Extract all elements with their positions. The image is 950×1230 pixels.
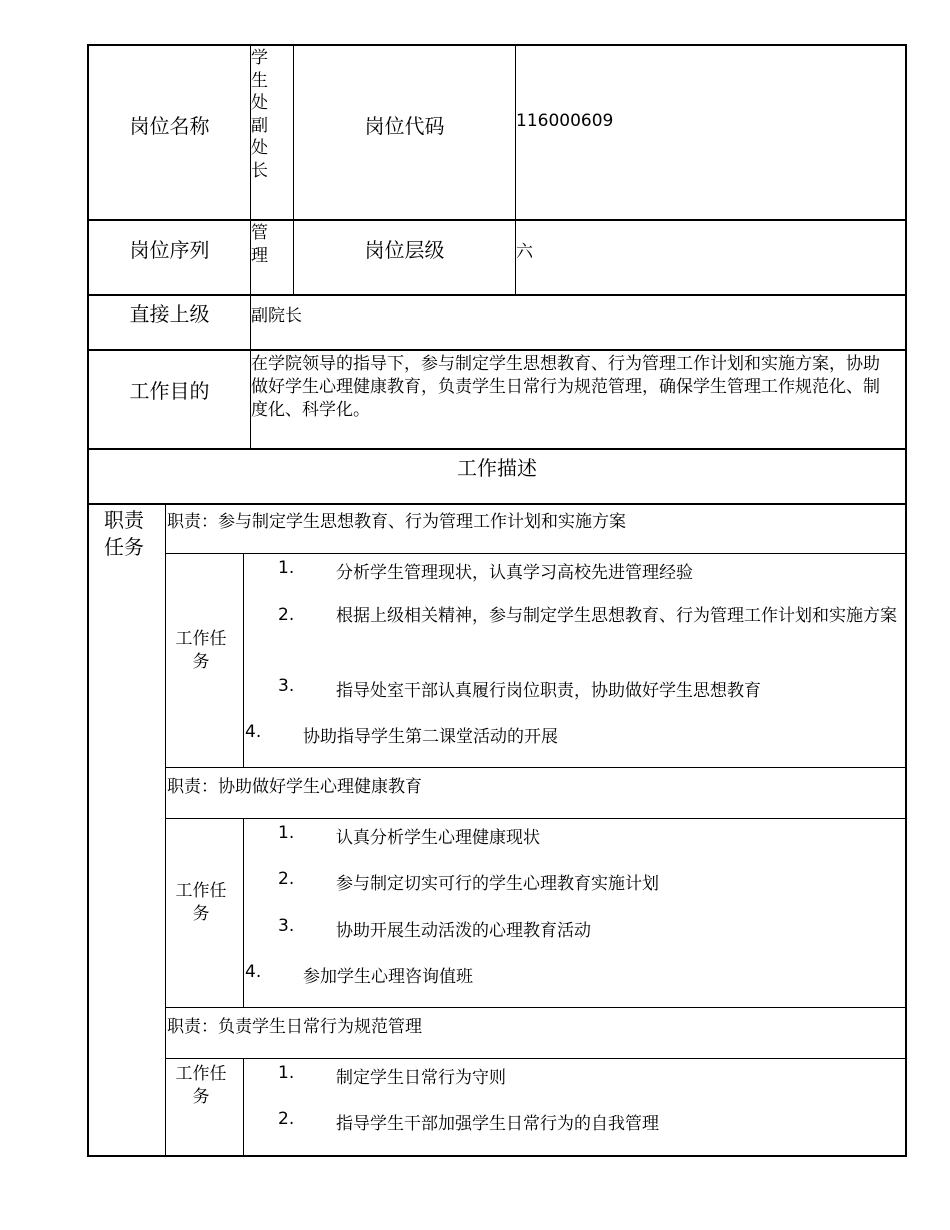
row-divider [166, 553, 906, 554]
position-code-label: 岗位代码 [364, 113, 445, 138]
task-column-label: 工作任务 [175, 1064, 227, 1107]
row-divider [166, 1058, 906, 1059]
task-text: 协助指导学生第二课堂活动的开展 [303, 727, 558, 747]
task-number: 3. [278, 916, 295, 936]
task-column-label: 工作任务 [175, 881, 227, 924]
purpose-value: 在学院领导的指导下，参与制定学生思想教育、行为管理工作计划和实施方案，协助做好学生心理健康教育，负责学生日常行为规范管理，确保学生管理工作规范化、制度化、科学化。 [251, 354, 880, 420]
superior-value: 副院长 [251, 306, 302, 326]
description-title: 工作描述 [457, 455, 537, 480]
sequence-value: 管 理 [251, 223, 268, 266]
purpose-label: 工作目的 [129, 378, 210, 403]
task-text: 参与制定切实可行的学生心理教育实施计划 [336, 874, 659, 894]
duty-title: 职责：协助做好学生心理健康教育 [167, 777, 422, 797]
row-divider [166, 818, 906, 819]
duty-column-label: 职责任务 [104, 508, 144, 559]
task-text: 分析学生管理现状，认真学习高校先进管理经验 [336, 563, 693, 583]
level-value: 六 [516, 242, 533, 262]
row-divider [166, 1007, 906, 1008]
duty-title: 职责：负责学生日常行为规范管理 [167, 1017, 422, 1037]
col-divider [243, 1058, 244, 1156]
task-number: 4. [245, 722, 262, 742]
row-divider [88, 503, 906, 505]
duty-title: 职责：参与制定学生思想教育、行为管理工作计划和实施方案 [167, 512, 626, 532]
task-text: 制定学生日常行为守则 [336, 1068, 506, 1088]
task-number: 2. [278, 869, 295, 889]
task-number: 2. [278, 605, 295, 625]
form-border [87, 44, 907, 1157]
task-number: 4. [245, 962, 262, 982]
row-divider [166, 767, 906, 768]
level-label: 岗位层级 [364, 238, 445, 262]
task-column-label: 工作任务 [175, 629, 227, 672]
task-text: 协助开展生动活泼的心理教育活动 [336, 921, 591, 941]
task-number: 3. [278, 676, 295, 696]
position-code-value: 116000609 [516, 111, 614, 131]
task-number: 1. [278, 558, 295, 578]
position-name-label: 岗位名称 [129, 113, 210, 138]
superior-label: 直接上级 [129, 301, 210, 326]
position-name-value: 学 生 处 副 处 长 [251, 48, 268, 181]
task-text: 参加学生心理咨询值班 [303, 967, 473, 987]
col-divider [243, 818, 244, 1008]
task-text: 根据上级相关精神，参与制定学生思想教育、行为管理工作计划和实施方案 [336, 606, 897, 626]
col-divider [243, 553, 244, 768]
task-text: 指导学生干部加强学生日常行为的自我管理 [336, 1114, 659, 1134]
task-text: 认真分析学生心理健康现状 [336, 828, 540, 848]
sequence-label: 岗位序列 [129, 238, 210, 262]
task-text: 指导处室干部认真履行岗位职责，协助做好学生思想教育 [336, 681, 761, 701]
task-number: 1. [278, 823, 295, 843]
task-number: 2. [278, 1109, 295, 1129]
task-number: 1. [278, 1063, 295, 1083]
